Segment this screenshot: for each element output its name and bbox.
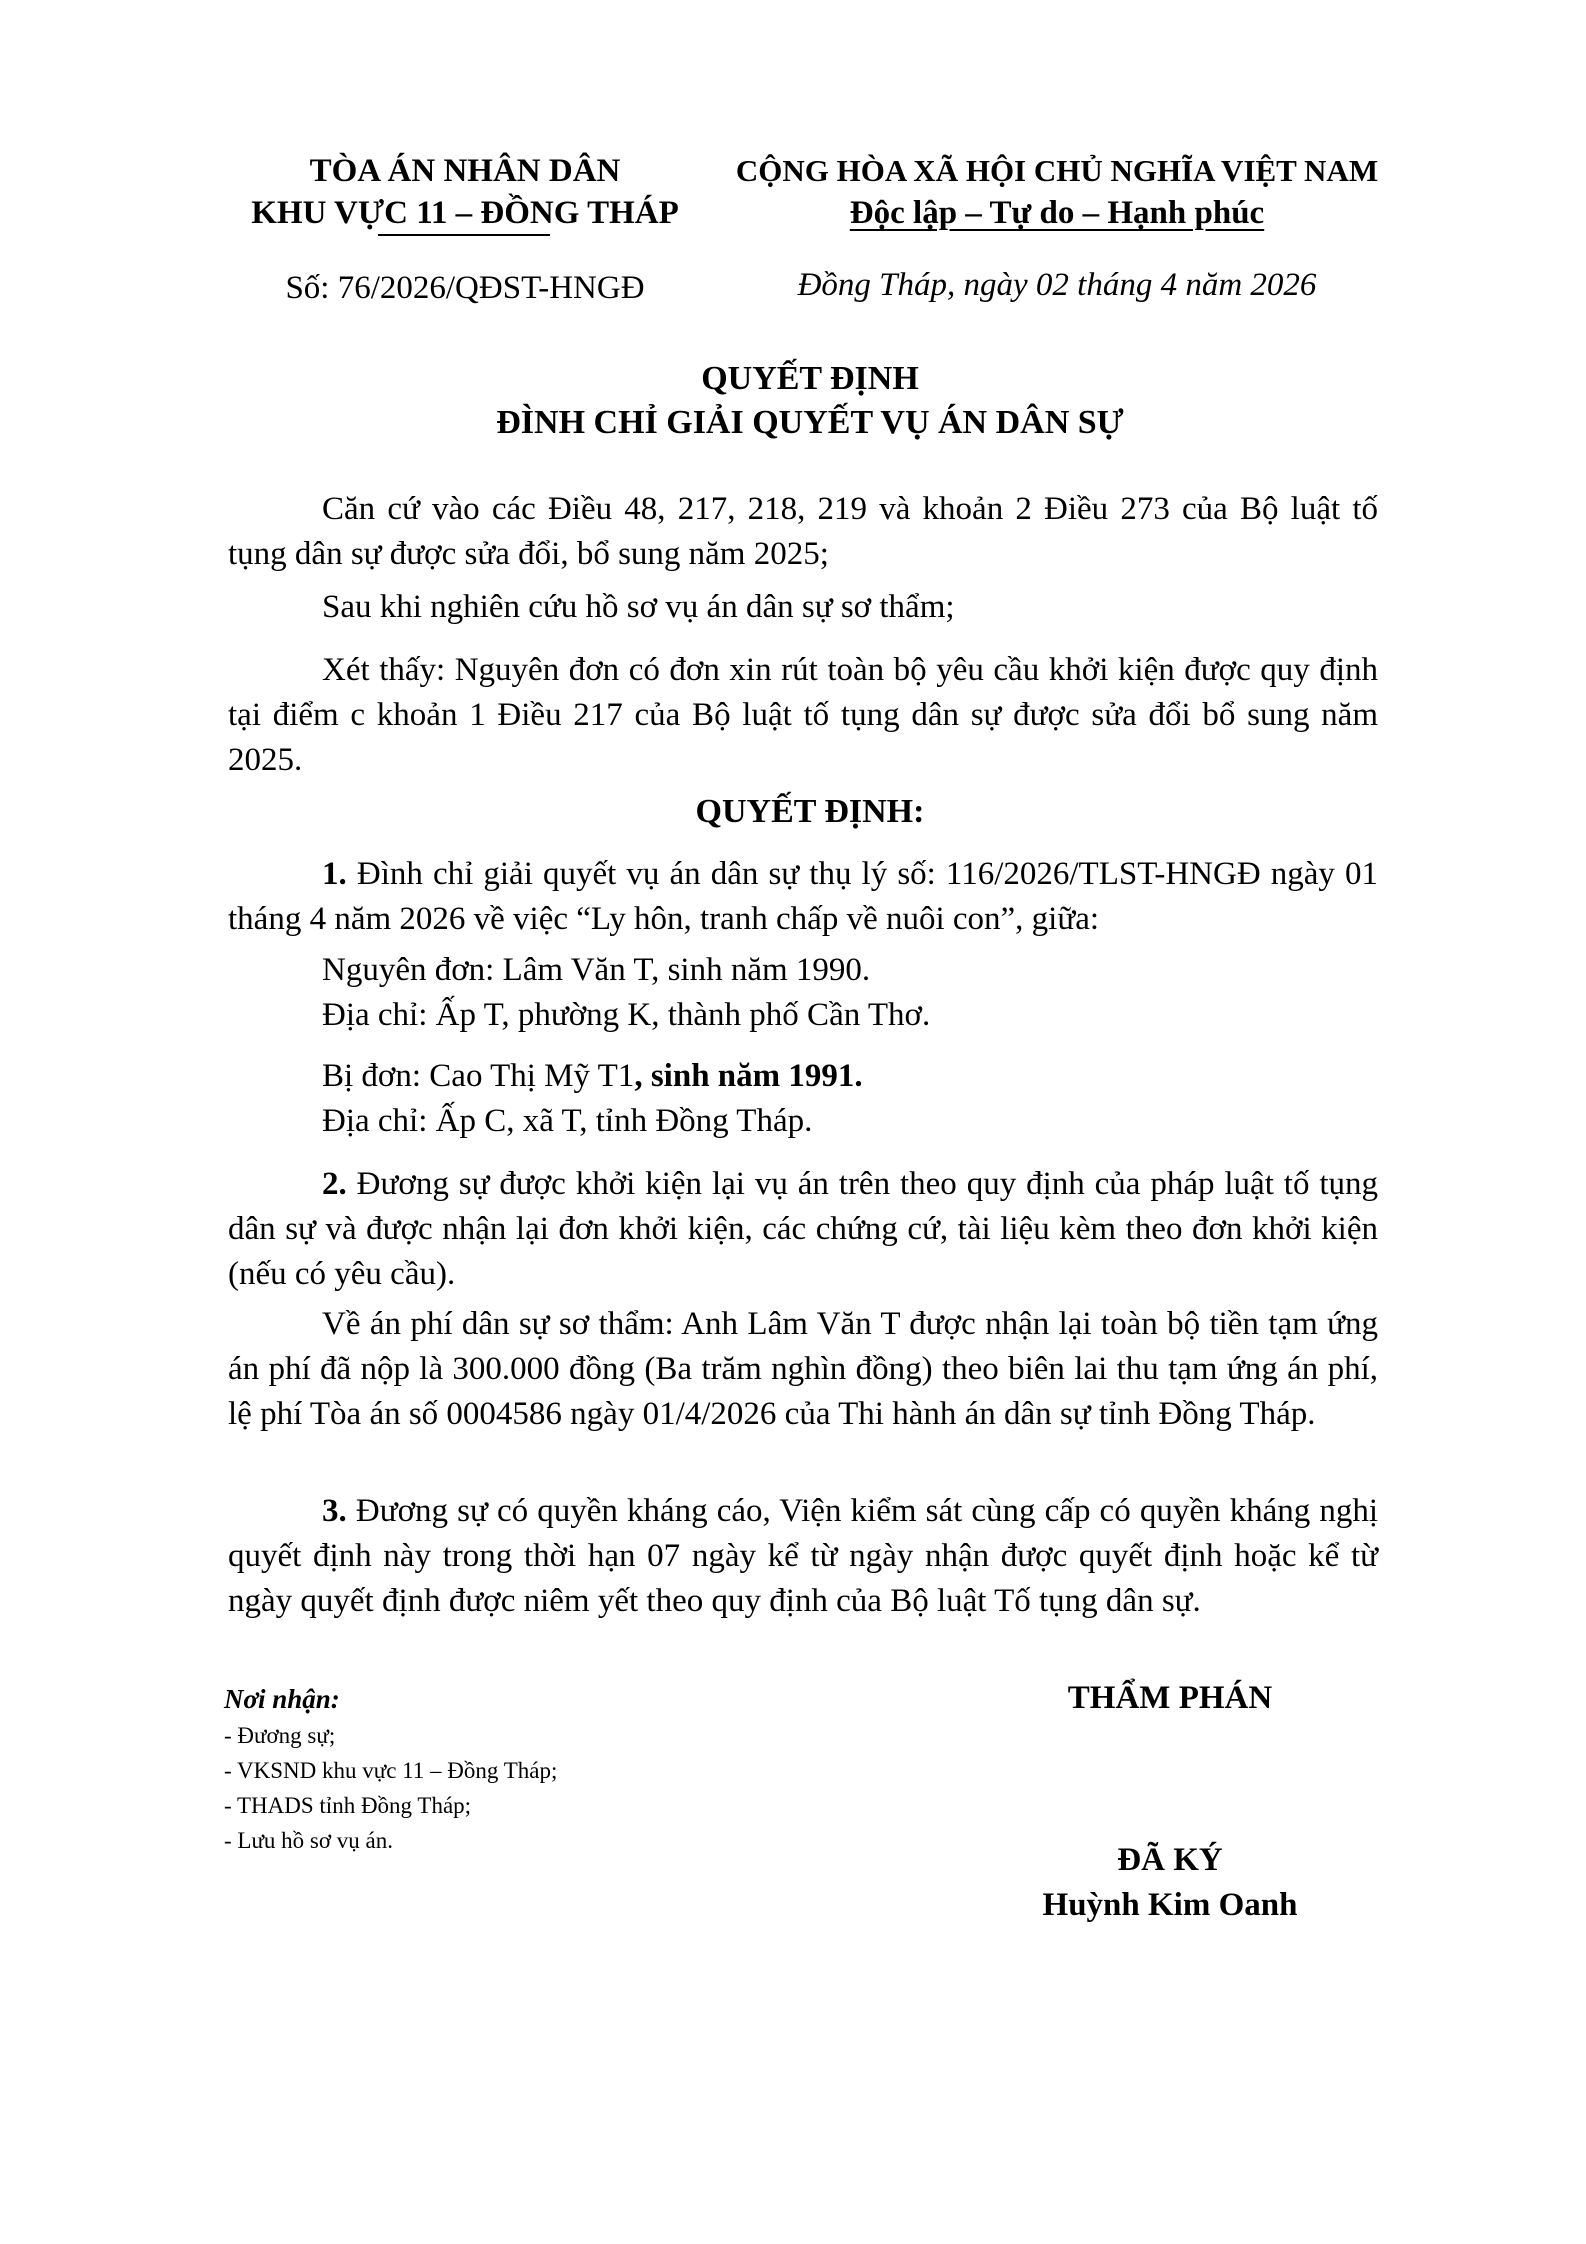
court-header-divider — [378, 234, 550, 236]
place-and-date: Đồng Tháp, ngày 02 tháng 4 năm 2026 — [797, 267, 1317, 303]
recipient-item: - Đương sự; — [224, 1723, 336, 1748]
recipient-item: - VKSND khu vực 11 – Đồng Tháp; — [224, 1758, 558, 1783]
defendant-address-line: Địa chỉ: Ấp C, xã T, tỉnh Đồng Tháp. — [322, 1103, 813, 1139]
item-1-text: Đình chỉ giải quyết vụ án dân sự thụ lý số: 116/2026/TLST-HNGĐ ngày 01 tháng 4 năm 2026 về việc “Ly hôn, tranh chấp về nuôi con”, giữa: — [228, 856, 1379, 937]
decision-heading: QUYẾT ĐỊNH: — [695, 793, 925, 830]
finding-paragraph: Xét thấy: Nguyên đơn có đơn xin rút toàn bộ yêu cầu khởi kiện được quy định tại điểm c khoản 1 Điều 217 của Bộ luật tố tụng dân sự được sửa đổi bổ sung năm 2025. — [228, 652, 1378, 778]
plaintiff-line: Nguyên đơn: Lâm Văn T, sinh năm 1990. — [322, 952, 871, 988]
national-motto: Độc lập – Tự do – Hạnh phúc — [849, 195, 1265, 231]
document-title — [230, 357, 1390, 445]
item-2-text: Đương sự được khởi kiện lại vụ án trên theo quy định của pháp luật tố tụng dân sự và được nhận lại đơn khởi kiện, các chứng cứ, tài liệu kèm theo đơn khởi kiện (nếu có yêu cầu). — [228, 1166, 1379, 1292]
item-1-paragraph — [228, 852, 1378, 942]
item-1-number: 1. — [322, 856, 347, 892]
defendant-rest: , sinh năm 1991. — [634, 1058, 863, 1094]
national-header — [722, 150, 1392, 234]
defendant-line — [322, 1054, 863, 1099]
review-paragraph: Sau khi nghiên cứu hồ sơ vụ án dân sự sơ thẩm; — [322, 589, 955, 625]
item-3-paragraph — [228, 1489, 1378, 1624]
recipient-item: - THADS tỉnh Đồng Tháp; — [224, 1793, 472, 1818]
signature-role: THẨM PHÁN — [1067, 1680, 1273, 1716]
court-fee-paragraph: Về án phí dân sự sơ thẩm: Anh Lâm Văn T được nhận lại toàn bộ tiền tạm ứng án phí đã nộp là 300.000 đồng (Ba trăm nghìn đồng) theo biên lai thu tạm ứng án phí, lệ phí Tòa án số 0004586 ngày 01/4/2026 của Thi hành án dân sự tỉnh Đồng Tháp. — [228, 1306, 1378, 1432]
signature-signed: ĐÃ KÝ — [1117, 1842, 1223, 1878]
title-line2: ĐÌNH CHỈ GIẢI QUYẾT VỤ ÁN DÂN SỰ — [496, 404, 1124, 441]
item-2-number: 2. — [322, 1166, 347, 1202]
decision-number: Số: 76/2026/QĐST-HNGĐ — [285, 270, 645, 306]
recipient-item: - Lưu hồ sơ vụ án. — [224, 1828, 393, 1853]
legal-basis-paragraph: Căn cứ vào các Điều 48, 217, 218, 219 và khoản 2 Điều 273 của Bộ luật tố tụng dân sự được sửa đổi, bổ sung năm 2025; — [228, 491, 1378, 572]
title-line1: QUYẾT ĐỊNH — [701, 360, 919, 397]
item-3-number: 3. — [322, 1493, 347, 1529]
court-name-line2: KHU VỰC 11 – ĐỒNG THÁP — [251, 195, 679, 231]
plaintiff-address-line: Địa chỉ: Ấp T, phường K, thành phố Cần Thơ. — [322, 997, 931, 1033]
recipients-title: Nơi nhận: — [224, 1684, 340, 1714]
item-2-paragraph — [228, 1162, 1378, 1297]
item-3-text: Đương sự có quyền kháng cáo, Viện kiểm sát cùng cấp có quyền kháng nghị quyết định này trong thời hạn 07 ngày kể từ ngày nhận được quyết định hoặc kể từ ngày quyết định được niêm yết theo quy định của Bộ luật Tố tụng dân sự. — [228, 1493, 1378, 1619]
recipients-list — [224, 1718, 557, 1858]
court-name-line1: TÒA ÁN NHÂN DÂN — [309, 153, 621, 189]
national-title: CỘNG HÒA XÃ HỘI CHỦ NGHĨA VIỆT NAM — [735, 153, 1379, 188]
defendant-label: Bị đơn: Cao Thị Mỹ T1 — [322, 1058, 635, 1094]
court-header — [230, 150, 700, 234]
signature-name: Huỳnh Kim Oanh — [1042, 1887, 1298, 1923]
